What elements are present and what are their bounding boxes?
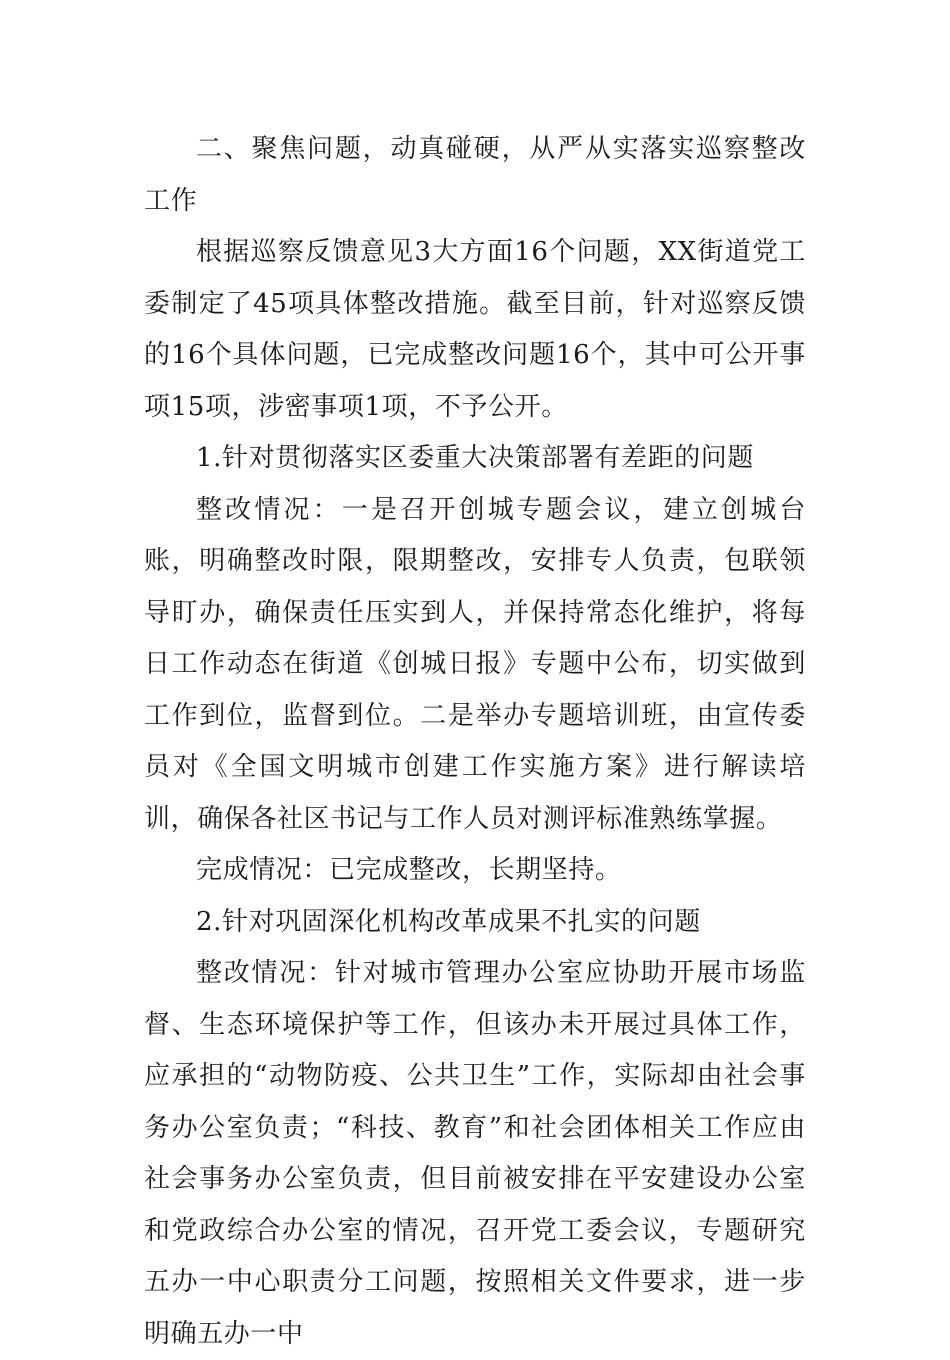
section-heading: 二、聚焦问题，动真碰硬，从严从实落实巡察整改工作 — [144, 134, 806, 216]
body-paragraph: 根据巡察反馈意见3大方面16个问题，XX街道党工委制定了45项具体整改措施。截至目前，针对巡察反馈的16个具体问题，已完成整改问题16个，其中可公开事项15项，涉密事项1项，不予公开。 — [144, 237, 806, 422]
item-heading: 1.针对贯彻落实区委重大决策部署有差距的问题 — [196, 443, 755, 473]
body-paragraph: 整改情况：针对城市管理办公室应协助开展市场监督、生态环境保护等工作，但该办未开展过具体工作，应承担的“动物防疫、公共卫生”工作，实际却由社会事务办公室负责；“科技、教育”和社会团体相关工作应由社会事务办公室负责，但目前被安排在平安建设办公室和党政综合办公室的情况，召开党工委会议，专题研究五办一中心职责分工问题，按照相关文件要求，进一步明确五办一中 — [144, 958, 806, 1349]
completion-status: 完成情况：已完成整改，长期坚持。 — [196, 855, 622, 885]
document-body — [144, 124, 806, 1360]
body-paragraph: 整改情况：一是召开创城专题会议，建立创城台账，明确整改时限，限期整改，安排专人负责，包联领导盯办，确保责任压实到人，并保持常态化维护，将每日工作动态在街道《创城日报》专题中公布，切实做到工作到位，监督到位。二是举办专题培训班，由宣传委员对《全国文明城市创建工作实施方案》进行解读培训，确保各社区书记与工作人员对测评标准熟练掌握。 — [144, 494, 806, 834]
item-heading: 2.针对巩固深化机构改革成果不扎实的问题 — [196, 906, 701, 937]
